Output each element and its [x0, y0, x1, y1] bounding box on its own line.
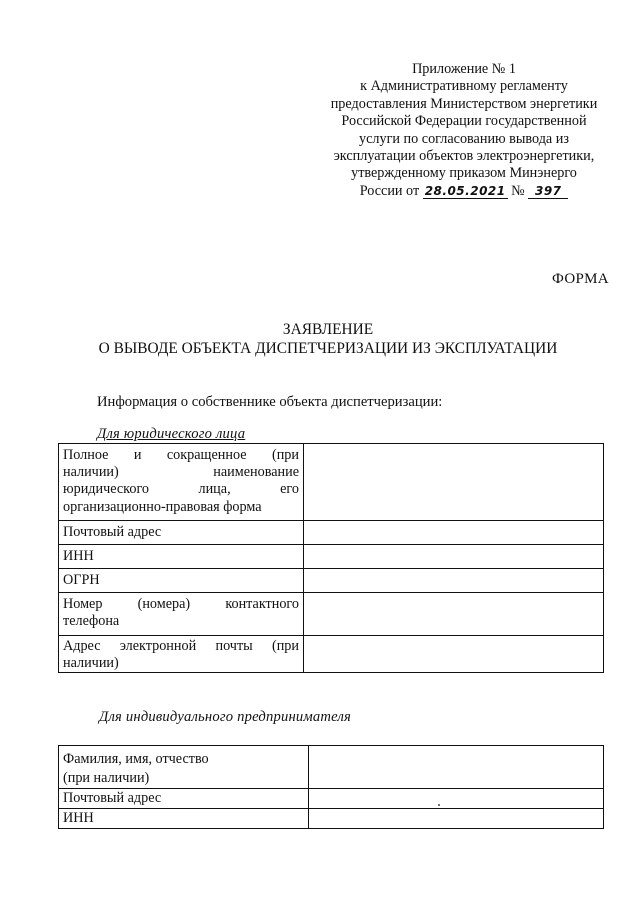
field-value-ogrn[interactable]: [304, 569, 604, 593]
label-line: телефона: [63, 613, 120, 630]
field-value-full-name[interactable]: [309, 746, 604, 789]
label-line: Фамилия, имя, отчество: [63, 751, 209, 767]
field-label-full-name: [59, 444, 304, 521]
annex-header: [322, 61, 606, 200]
label-line: Почтовый адрес: [63, 524, 162, 540]
table-row: [59, 569, 604, 593]
annex-order-prefix: России от: [359, 182, 420, 199]
legal-entity-table: [58, 443, 604, 673]
field-label-phone: [59, 593, 304, 636]
number-sign: №: [511, 182, 525, 199]
label-line: юридического лица, его: [63, 481, 299, 498]
label-line: Адрес электронной почты (при: [63, 638, 299, 654]
field-label-postal-address: [59, 789, 309, 809]
field-label-email: [59, 636, 304, 673]
annex-title: Приложение № 1: [412, 61, 516, 77]
label-line: (при наличии): [63, 770, 150, 786]
table-row: [59, 593, 604, 636]
table-row: [59, 789, 604, 809]
annex-line: Российской Федерации государственной: [341, 113, 587, 130]
table-row: [59, 809, 604, 829]
field-label-full-name: [59, 746, 309, 789]
label-line: ИНН: [63, 548, 94, 564]
field-value-postal-address[interactable]: [304, 521, 604, 545]
field-value-inn[interactable]: [304, 545, 604, 569]
label-line: ИНН: [63, 810, 94, 826]
field-value-postal-address[interactable]: [309, 789, 604, 809]
table-row: [59, 521, 604, 545]
label-line: Полное и сокращенное (при: [63, 447, 299, 463]
annex-line: услуги по согласованию вывода из: [359, 130, 569, 147]
annex-order-line: [322, 183, 606, 200]
annex-line: к Административному регламенту: [360, 78, 568, 95]
table-row: [59, 545, 604, 569]
scan-speck: [438, 804, 440, 806]
table-row: [59, 636, 604, 673]
order-date-handwritten: 28.05.2021: [424, 183, 506, 198]
label-line: Номер (номера) контактного: [63, 596, 299, 612]
order-number-handwritten: 397: [528, 185, 568, 199]
field-value-phone[interactable]: [304, 593, 604, 636]
entrepreneur-heading: Для индивидуального предпринимателя: [99, 709, 352, 725]
field-label-ogrn: [59, 569, 304, 593]
title-line-2: О ВЫВОДЕ ОБЪЕКТА ДИСПЕТЧЕРИЗАЦИИ ИЗ ЭКСПЛУАТАЦИИ: [98, 340, 558, 357]
field-value-full-name[interactable]: [304, 444, 604, 521]
label-line: наличии) наименование: [63, 464, 299, 481]
field-label-inn: [59, 545, 304, 569]
label-line: организационно-правовая форма: [63, 498, 262, 515]
annex-line: предоставления Министерством энергетики: [330, 95, 598, 112]
legal-entity-heading: Для юридического лица: [97, 426, 246, 442]
form-label: ФОРМА: [552, 271, 609, 287]
annex-line: эксплуатации объектов электроэнергетики,: [333, 148, 595, 165]
field-label-inn: [59, 809, 309, 829]
field-value-email[interactable]: [304, 636, 604, 673]
owner-info-heading: Информация о собственнике объекта диспетчеризации:: [97, 394, 443, 410]
field-value-inn[interactable]: [309, 809, 604, 829]
annex-line: утвержденному приказом Минэнерго: [351, 165, 577, 182]
label-line: наличии): [63, 655, 119, 672]
label-line: ОГРН: [63, 572, 100, 588]
entrepreneur-table: [58, 745, 604, 829]
title-line-1: ЗАЯВЛЕНИЕ: [282, 321, 374, 338]
table-row: [59, 746, 604, 789]
document-title: [0, 320, 640, 358]
field-label-postal-address: [59, 521, 304, 545]
label-line: Почтовый адрес: [63, 790, 162, 806]
table-row: [59, 444, 604, 521]
